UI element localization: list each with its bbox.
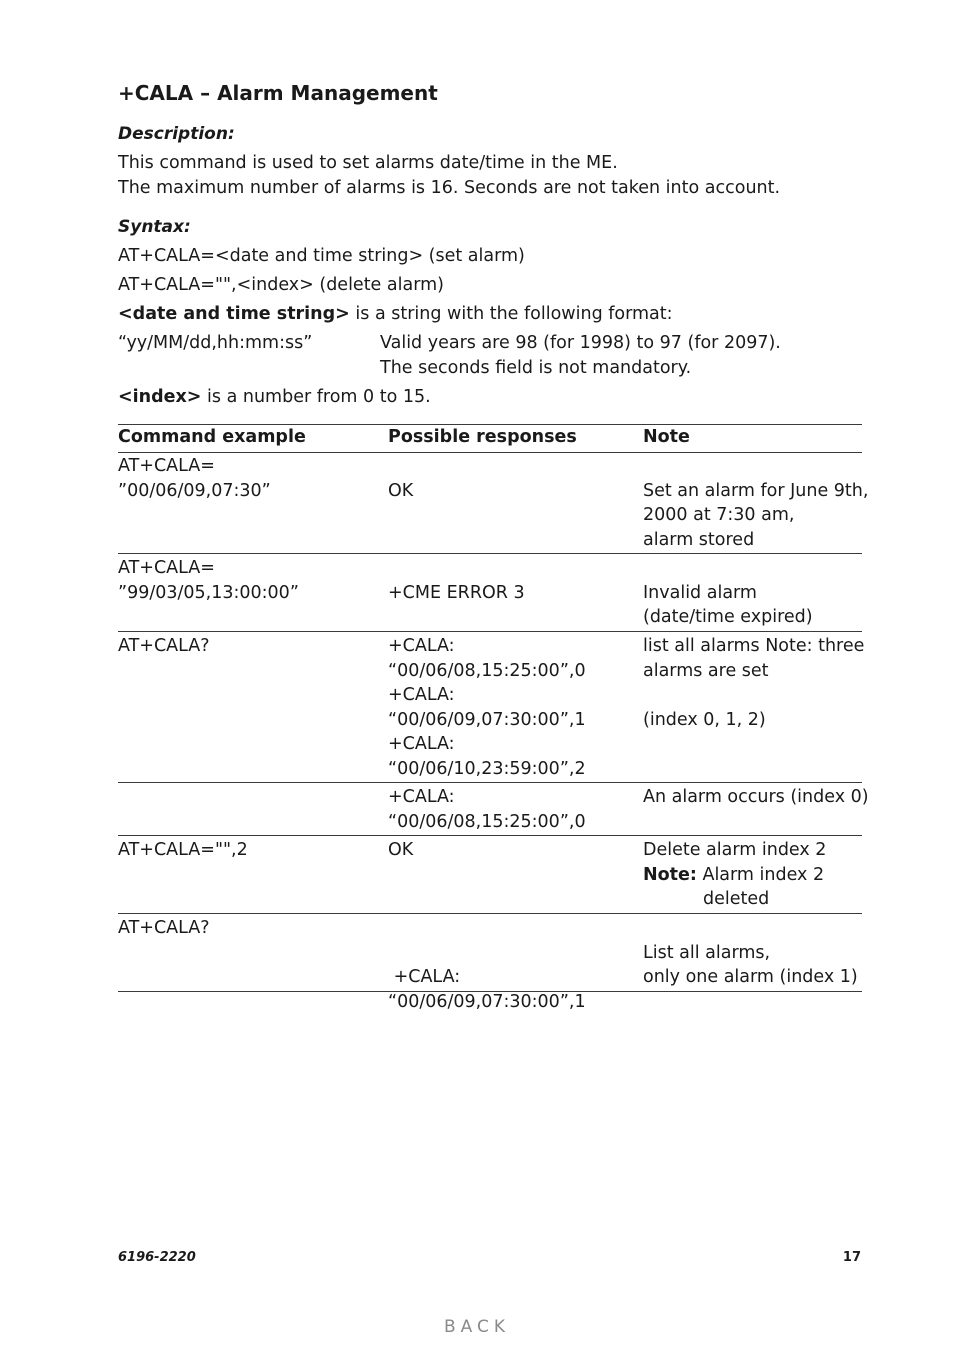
page-number: 17 — [842, 1250, 861, 1265]
back-link[interactable]: BACK — [443, 1317, 510, 1337]
description-label: Description: — [118, 124, 235, 144]
table-cell-note: Set an alarm for June 9th, 2000 at 7:30 am, alarm stored — [643, 480, 869, 550]
table-cell-responses: +CALA: “00/06/08,15:25:00”,0 +CALA: “00/06/09,07:30:00”,1 +CALA: “00/06/10,23:59:00”,2 — [388, 636, 586, 779]
description-line-2: The maximum number of alarms is 16. Seconds are not taken into account. — [118, 178, 781, 198]
index-desc: is a number from 0 to 15. — [201, 387, 431, 407]
table-cell-note: An alarm occurs (index 0) — [643, 787, 869, 807]
table-cell-command: AT+CALA= ”99/03/05,13:00:00” — [118, 558, 299, 603]
note-label: Note: — [643, 864, 697, 885]
format-desc-1: Valid years are 98 (for 1998) to 97 (for 2097). — [380, 333, 781, 353]
index-term: <index> — [118, 387, 202, 407]
syntax-line-1: AT+CALA=<date and time string> (set alarm) — [118, 246, 525, 266]
header-note: Note — [643, 427, 690, 447]
table-rule — [118, 991, 862, 992]
table-cell-responses: +CALA: “00/06/08,15:25:00”,0 — [388, 787, 586, 832]
description-line-1: This command is used to set alarms date/time in the ME. — [118, 153, 618, 173]
table-cell-responses: +CME ERROR 3 — [388, 582, 525, 603]
format-desc-2: The seconds field is not mandatory. — [380, 358, 692, 378]
syntax-label: Syntax: — [118, 217, 191, 237]
table-cell-responses: OK — [388, 480, 414, 501]
table-rule — [118, 553, 862, 554]
date-time-string-definition — [118, 304, 673, 324]
syntax-line-2: AT+CALA="",<index> (delete alarm) — [118, 275, 444, 295]
table-rule — [118, 631, 862, 632]
table-cell-note: list all alarms Note: three alarms are set (index 0, 1, 2) — [643, 636, 865, 730]
header-possible-responses: Possible responses — [388, 427, 577, 447]
table-cell-command: AT+CALA? — [118, 918, 210, 938]
table-cell-command: AT+CALA="",2 — [118, 840, 248, 860]
table-cell-responses: +CALA: “00/06/09,07:30:00”,1 — [388, 967, 586, 1012]
table-cell-note: Invalid alarm (date/time expired) — [643, 582, 813, 627]
date-time-string-term: <date and time string> — [118, 304, 350, 324]
table-cell-command — [118, 785, 124, 810]
header-command-example: Command example — [118, 427, 306, 447]
table-cell-command: AT+CALA? — [118, 636, 210, 656]
table-cell-note: Delete alarm index 2 Note: Alarm index 2 deleted — [643, 840, 827, 909]
table-cell-responses: OK — [388, 840, 414, 860]
index-definition — [118, 387, 431, 407]
table-cell-note: List all alarms, only one alarm (index 1) — [643, 942, 858, 987]
table-cell-command: AT+CALA= ”00/06/09,07:30” — [118, 456, 271, 501]
document-number: 6196-2220 — [118, 1250, 196, 1265]
table-rule — [118, 782, 862, 783]
table-rule — [118, 835, 862, 836]
page-title: +CALA – Alarm Management — [118, 81, 438, 105]
table-rule — [118, 913, 862, 914]
format-string: “yy/MM/dd,hh:mm:ss” — [118, 333, 313, 353]
date-time-string-desc: is a string with the following format: — [349, 304, 673, 324]
table-rule — [118, 424, 862, 425]
table-rule — [118, 452, 862, 453]
